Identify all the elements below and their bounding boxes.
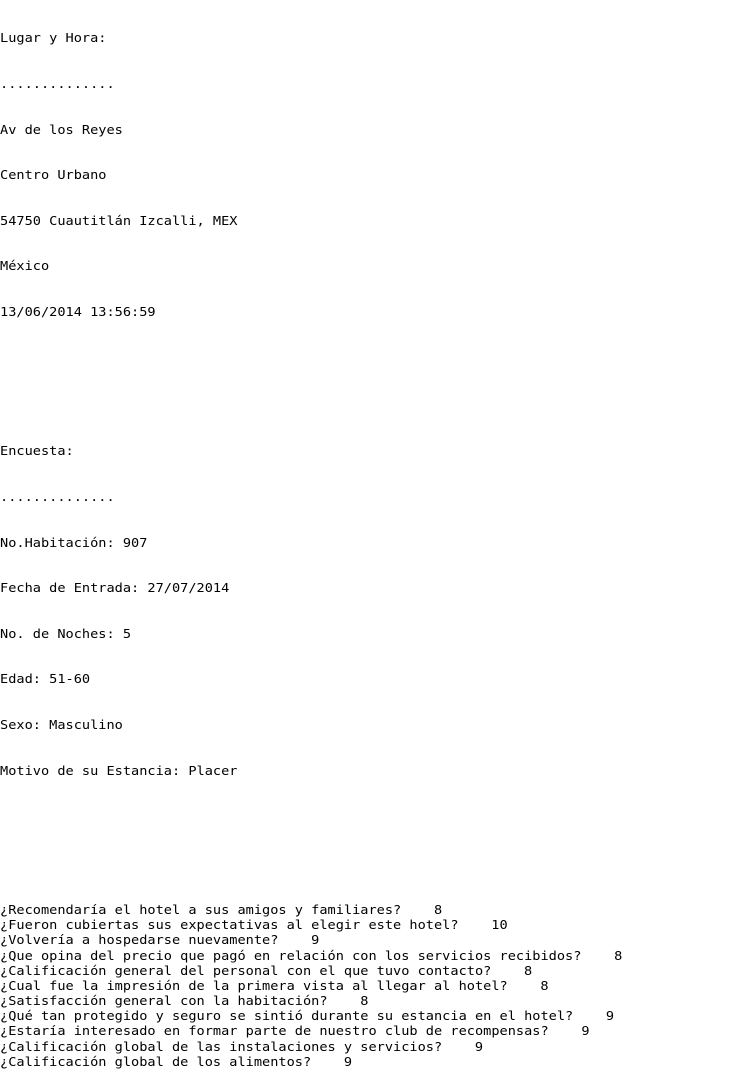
address-city: 54750 Cuautitlán Izcalli, MEX bbox=[0, 212, 238, 228]
survey-datetime: 13/06/2014 13:56:59 bbox=[0, 303, 156, 319]
question-text: ¿Calificación global de los alimentos? bbox=[0, 1053, 312, 1069]
section-gap bbox=[0, 365, 756, 398]
question-row bbox=[0, 917, 756, 932]
question-score: 9 bbox=[343, 1053, 353, 1069]
question-score: 9 bbox=[605, 1008, 615, 1024]
question-text: ¿Satisfacción general con la habitación? bbox=[0, 993, 328, 1009]
question-score: 9 bbox=[581, 1023, 590, 1039]
survey-heading: Encuesta: bbox=[0, 443, 74, 459]
question-text: ¿Recomendaría el hotel a sus amigos y familiares? bbox=[0, 901, 402, 917]
survey-separator: .............. bbox=[0, 488, 115, 504]
question-text: ¿Calificación general del personal con el que tuvo contacto? bbox=[0, 962, 492, 978]
guest-sex: Sexo: Masculino bbox=[0, 716, 123, 732]
question-score: 10 bbox=[491, 917, 508, 933]
address-area: Centro Urbano bbox=[0, 167, 107, 183]
question-score: 8 bbox=[524, 962, 533, 978]
question-row bbox=[0, 978, 756, 993]
location-separator: .............. bbox=[0, 76, 115, 91]
question-score: 8 bbox=[360, 993, 369, 1009]
section-gap bbox=[0, 823, 756, 856]
question-row bbox=[0, 993, 756, 1008]
question-row bbox=[0, 902, 756, 917]
question-list bbox=[0, 902, 756, 1069]
question-row bbox=[0, 963, 756, 978]
question-text: ¿Que opina del precio que pagó en relación con los servicios recibidos? bbox=[0, 947, 582, 963]
room-number: No.Habitación: 907 bbox=[0, 534, 148, 550]
stay-reason: Motivo de su Estancia: Placer bbox=[0, 762, 238, 778]
question-text: ¿Qué tan protegido y seguro se sintió durante su estancia en el hotel? bbox=[0, 1008, 574, 1024]
question-text: ¿Calificación global de las instalaciones y servicios? bbox=[0, 1038, 443, 1054]
question-row bbox=[0, 1054, 756, 1069]
address-street: Av de los Reyes bbox=[0, 121, 123, 137]
address-country: México bbox=[0, 258, 50, 274]
question-text: ¿Cual fue la impresión de la primera vista al llegar al hotel? bbox=[0, 977, 508, 993]
question-score: 8 bbox=[614, 947, 623, 963]
question-text: ¿Fueron cubiertas sus expectativas al elegir este hotel? bbox=[0, 917, 459, 933]
question-text: ¿Volvería a hospedarse nuevamente? bbox=[0, 932, 279, 948]
question-text: ¿Estaría interesado en formar parte de nuestro club de recompensas? bbox=[0, 1023, 549, 1039]
question-row bbox=[0, 1008, 756, 1023]
question-row bbox=[0, 1023, 756, 1038]
question-row bbox=[0, 932, 756, 947]
question-score: 9 bbox=[311, 932, 320, 948]
location-heading: Lugar y Hora: bbox=[0, 30, 107, 46]
question-row bbox=[0, 1039, 756, 1054]
question-row bbox=[0, 948, 756, 963]
question-score: 9 bbox=[474, 1038, 484, 1054]
arrival-date: Fecha de Entrada: 27/07/2014 bbox=[0, 580, 230, 596]
guest-age: Edad: 51-60 bbox=[0, 671, 91, 687]
nights-count: No. de Noches: 5 bbox=[0, 625, 132, 641]
question-score: 8 bbox=[433, 901, 443, 917]
question-score: 8 bbox=[540, 977, 549, 993]
